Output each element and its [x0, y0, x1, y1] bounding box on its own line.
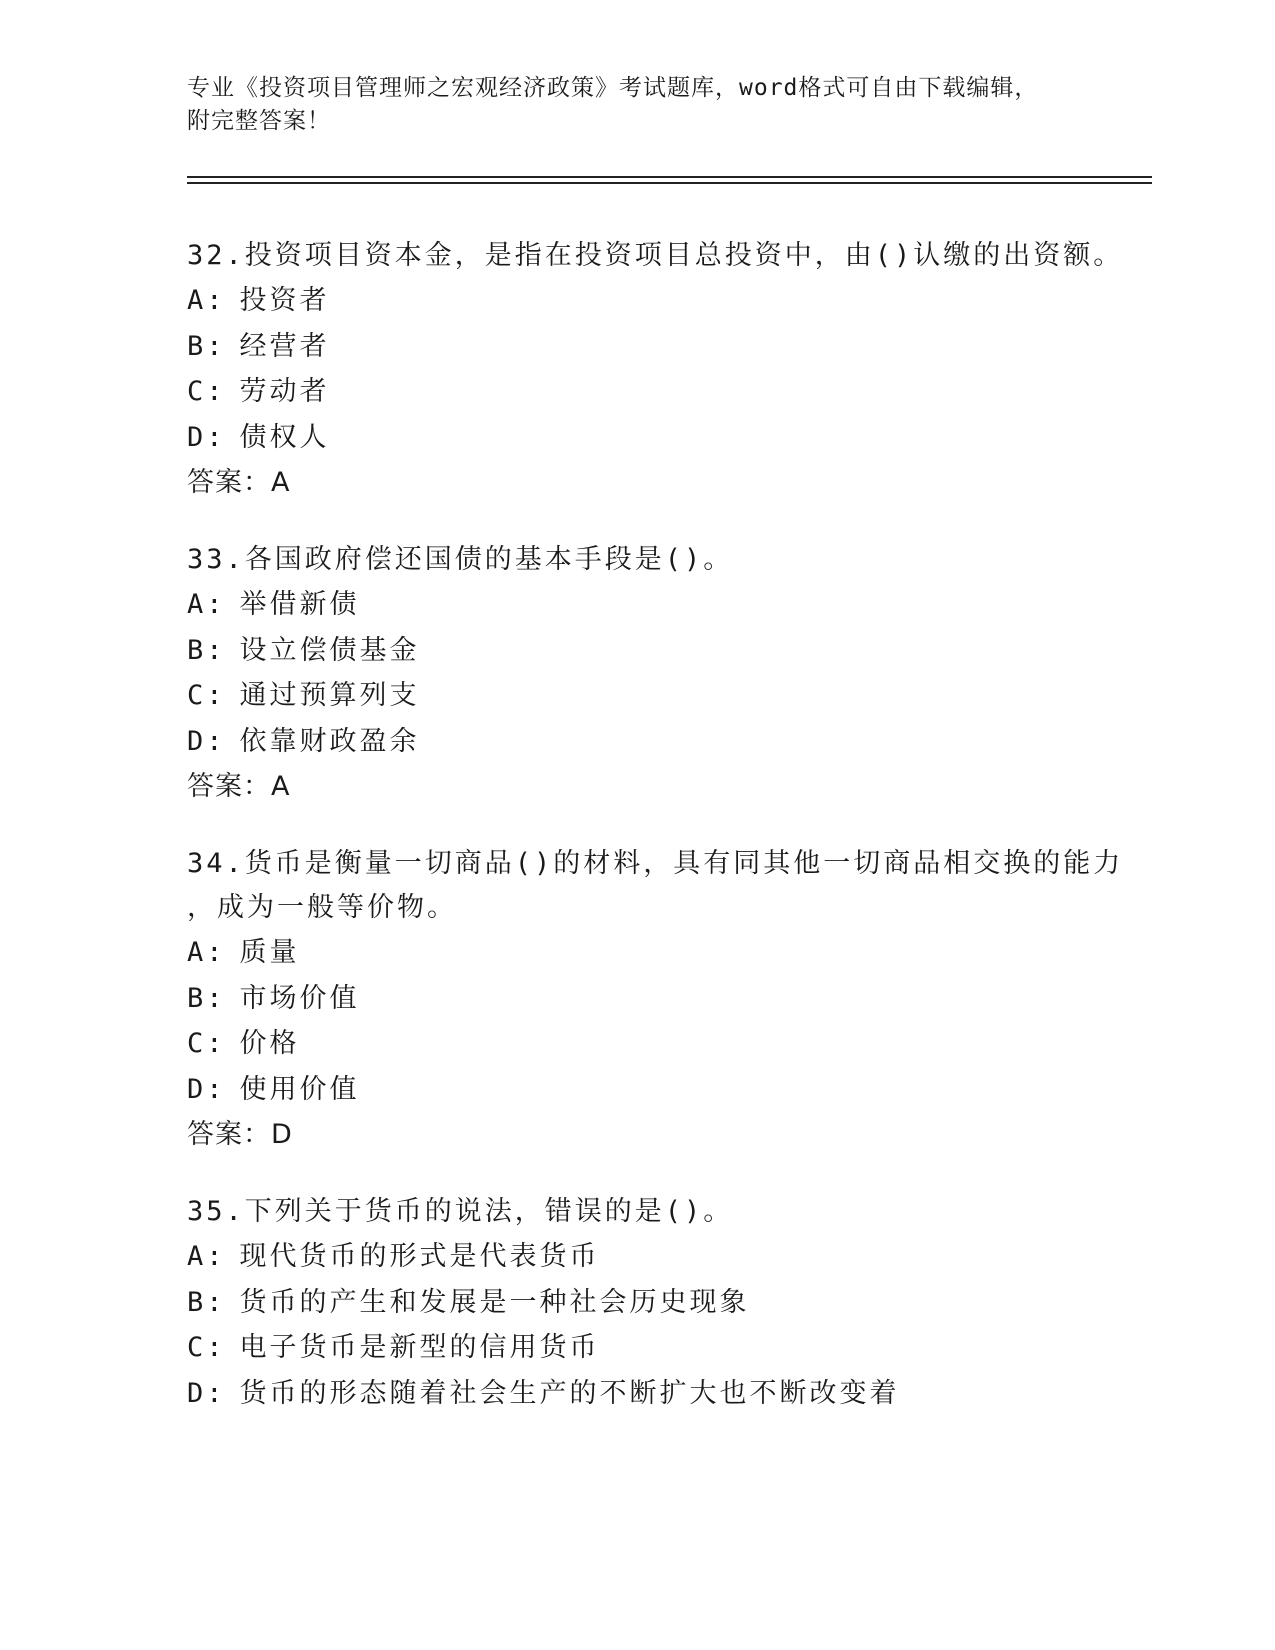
- question-stem: 34.货币是衡量一切商品()的材料，具有同其他一切商品相交换的能力: [187, 848, 1124, 879]
- option-text: 市场价值: [239, 982, 360, 1014]
- option-text: 现代货币的形式是代表货币: [239, 1241, 600, 1272]
- option-text: 货币的产生和发展是一种社会历史现象: [239, 1286, 750, 1318]
- option-b: [187, 628, 1187, 674]
- option-letter: D:: [187, 725, 226, 757]
- answer-value: D: [271, 1119, 293, 1150]
- answer-label: 答案：: [187, 771, 271, 802]
- option-letter: C:: [187, 376, 226, 407]
- question-stem: 33.各国政府偿还国债的基本手段是()。: [187, 544, 734, 575]
- option-text: 质量: [239, 937, 300, 968]
- question-33: [187, 538, 1187, 810]
- answer-line: [187, 1112, 1187, 1158]
- question-list: [187, 234, 1187, 1448]
- answer-value: A: [271, 467, 291, 498]
- question-stem-continued: ，成为一般等价物。: [187, 892, 457, 923]
- question-32: [187, 234, 1187, 506]
- question-34: [187, 842, 1187, 1158]
- option-text: 电子货币是新型的信用货币: [239, 1332, 600, 1363]
- option-c: [187, 673, 1187, 719]
- option-text: 投资者: [239, 285, 330, 316]
- option-b: [187, 976, 1187, 1022]
- option-text: 价格: [239, 1028, 300, 1059]
- option-d: [187, 1067, 1187, 1113]
- header-line-1: 专业《投资项目管理师之宏观经济政策》考试题库，word格式可自由下载编辑，: [187, 75, 1039, 101]
- option-letter: C:: [187, 680, 226, 711]
- option-c: [187, 369, 1187, 415]
- option-letter: B:: [187, 1286, 226, 1318]
- option-text: 依靠财政盈余: [239, 725, 420, 757]
- option-letter: B:: [187, 330, 226, 362]
- option-a: [187, 278, 1187, 324]
- option-a: [187, 582, 1187, 628]
- option-text: 设立偿债基金: [239, 634, 420, 666]
- header-divider-top: [187, 176, 1152, 178]
- option-a: [187, 1234, 1187, 1280]
- option-letter: C:: [187, 1028, 226, 1059]
- option-letter: A:: [187, 285, 226, 316]
- option-d: [187, 415, 1187, 461]
- option-letter: A:: [187, 589, 226, 620]
- option-c: [187, 1021, 1187, 1067]
- question-stem: 32.投资项目资本金，是指在投资项目总投资中，由()认缴的出资额。: [187, 240, 1124, 271]
- option-text: 货币的形态随着社会生产的不断扩大也不断改变着: [239, 1377, 900, 1409]
- option-text: 通过预算列支: [239, 680, 420, 711]
- option-letter: D:: [187, 1377, 226, 1409]
- answer-line: [187, 764, 1187, 810]
- option-b: [187, 1280, 1187, 1326]
- option-letter: D:: [187, 421, 226, 453]
- answer-label: 答案：: [187, 467, 271, 498]
- header-line-2: 附完整答案！: [187, 108, 331, 134]
- option-text: 经营者: [239, 330, 330, 362]
- option-d: [187, 719, 1187, 765]
- option-letter: C:: [187, 1332, 226, 1363]
- option-text: 举借新债: [239, 589, 360, 620]
- option-letter: A:: [187, 1241, 226, 1272]
- option-text: 劳动者: [239, 376, 330, 407]
- option-letter: D:: [187, 1073, 226, 1105]
- answer-value: A: [271, 771, 291, 802]
- document-header: [187, 72, 1167, 138]
- header-divider-bottom: [187, 182, 1152, 184]
- question-35: [187, 1190, 1187, 1416]
- option-text: 使用价值: [239, 1073, 360, 1105]
- option-a: [187, 930, 1187, 976]
- answer-label: 答案：: [187, 1119, 271, 1150]
- option-d: [187, 1371, 1187, 1417]
- option-letter: B:: [187, 634, 226, 666]
- option-letter: A:: [187, 937, 226, 968]
- option-c: [187, 1325, 1187, 1371]
- question-stem: 35.下列关于货币的说法，错误的是()。: [187, 1196, 734, 1227]
- option-b: [187, 324, 1187, 370]
- option-text: 债权人: [239, 421, 330, 453]
- answer-line: [187, 460, 1187, 506]
- option-letter: B:: [187, 982, 226, 1014]
